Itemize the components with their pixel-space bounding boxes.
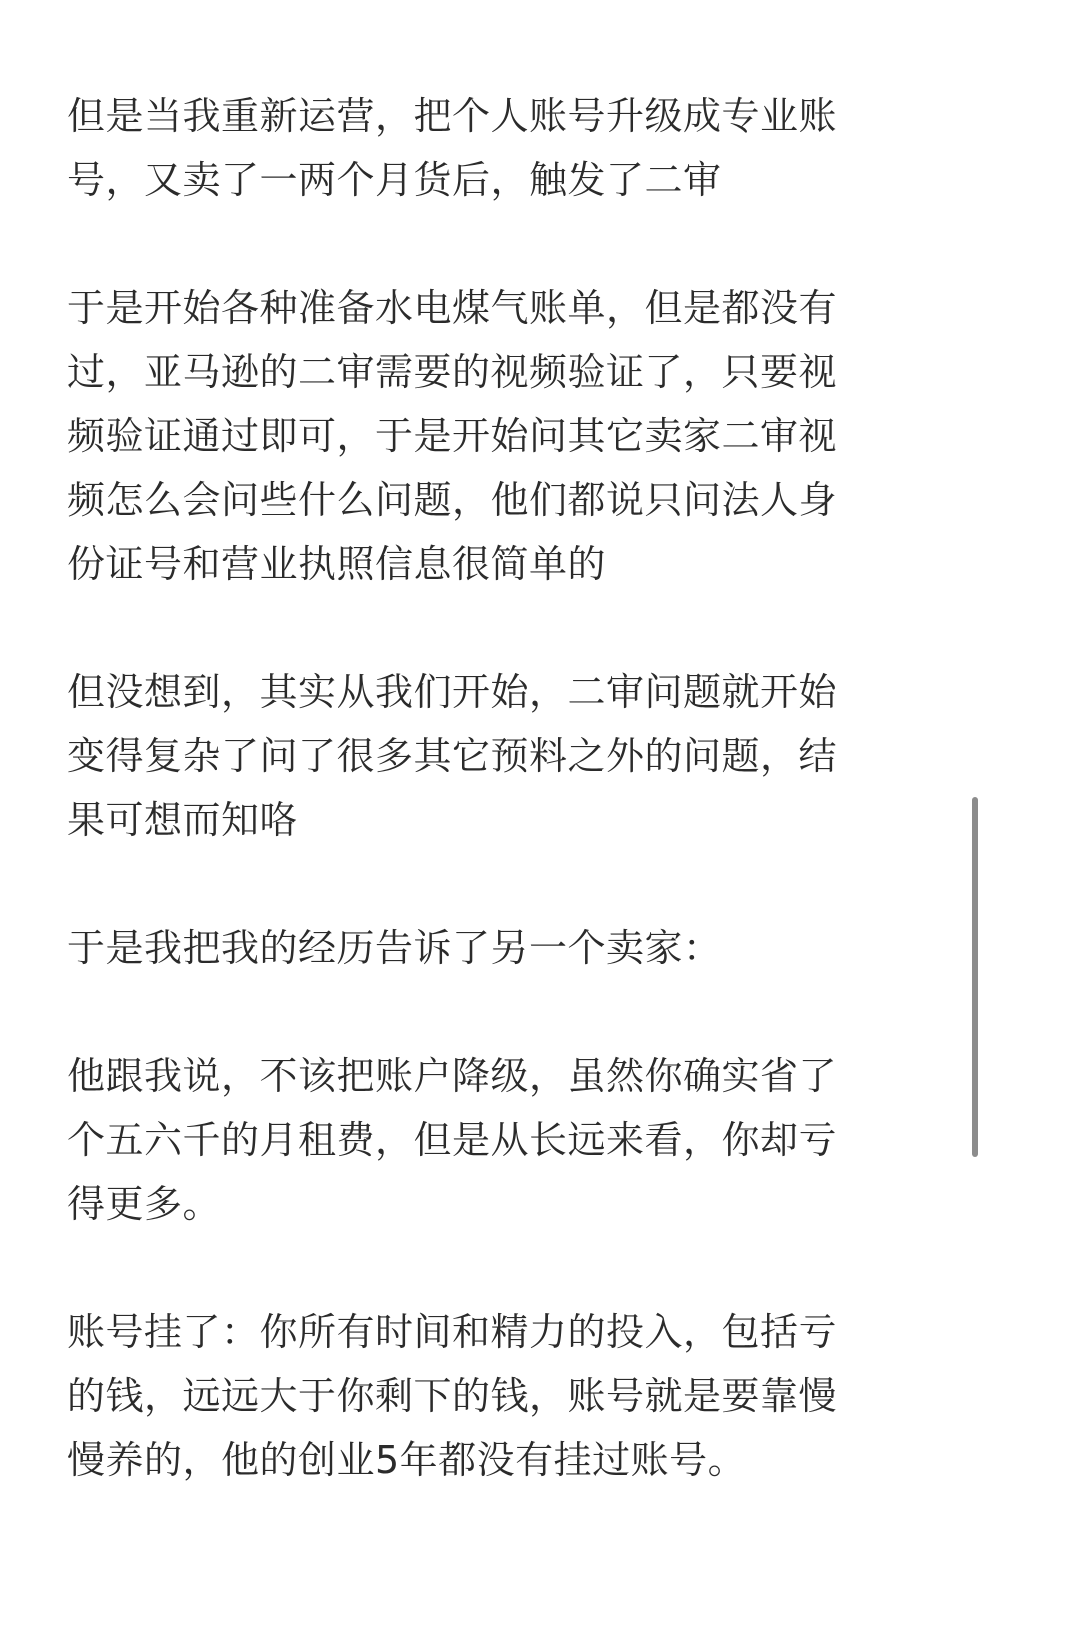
article-body xyxy=(67,84,887,1556)
text-line: 于是开始各种准备水电煤气账单，但是都没有 xyxy=(67,286,838,330)
text-line: 个五六千的月租费，但是从长远来看，你却亏 xyxy=(67,1118,838,1162)
text-line: 过，亚马逊的二审需要的视频验证了，只要视 xyxy=(67,350,838,394)
text-line: 账号挂了：你所有时间和精力的投入，包括亏 xyxy=(67,1310,838,1354)
paragraph xyxy=(67,1300,887,1492)
paragraph xyxy=(67,916,887,980)
text-line: 号，又卖了一两个月货后，触发了二审 xyxy=(67,158,722,202)
paragraph xyxy=(67,84,887,212)
text-line: 得更多。 xyxy=(67,1182,222,1226)
text-line: 变得复杂了问了很多其它预料之外的问题，结 xyxy=(67,734,838,778)
paragraph xyxy=(67,276,887,596)
text-line: 份证号和营业执照信息很简单的 xyxy=(67,542,607,586)
paragraph xyxy=(67,1044,887,1236)
text-line: 但是当我重新运营，把个人账号升级成专业账 xyxy=(67,94,838,138)
text-line: 慢养的，他的创业5年都没有挂过账号。 xyxy=(67,1438,747,1482)
text-line: 频验证通过即可，于是开始问其它卖家二审视 xyxy=(67,414,838,458)
text-line: 但没想到，其实从我们开始，二审问题就开始 xyxy=(67,670,838,714)
text-line: 频怎么会问些什么问题，他们都说只问法人身 xyxy=(67,478,838,522)
scrollbar-thumb[interactable] xyxy=(972,797,978,1157)
text-line: 果可想而知咯 xyxy=(67,798,299,842)
text-line: 的钱，远远大于你剩下的钱，账号就是要靠慢 xyxy=(67,1374,838,1418)
text-line: 他跟我说，不该把账户降级，虽然你确实省了 xyxy=(67,1054,838,1098)
paragraph xyxy=(67,660,887,852)
text-line: 于是我把我的经历告诉了另一个卖家： xyxy=(67,926,722,970)
